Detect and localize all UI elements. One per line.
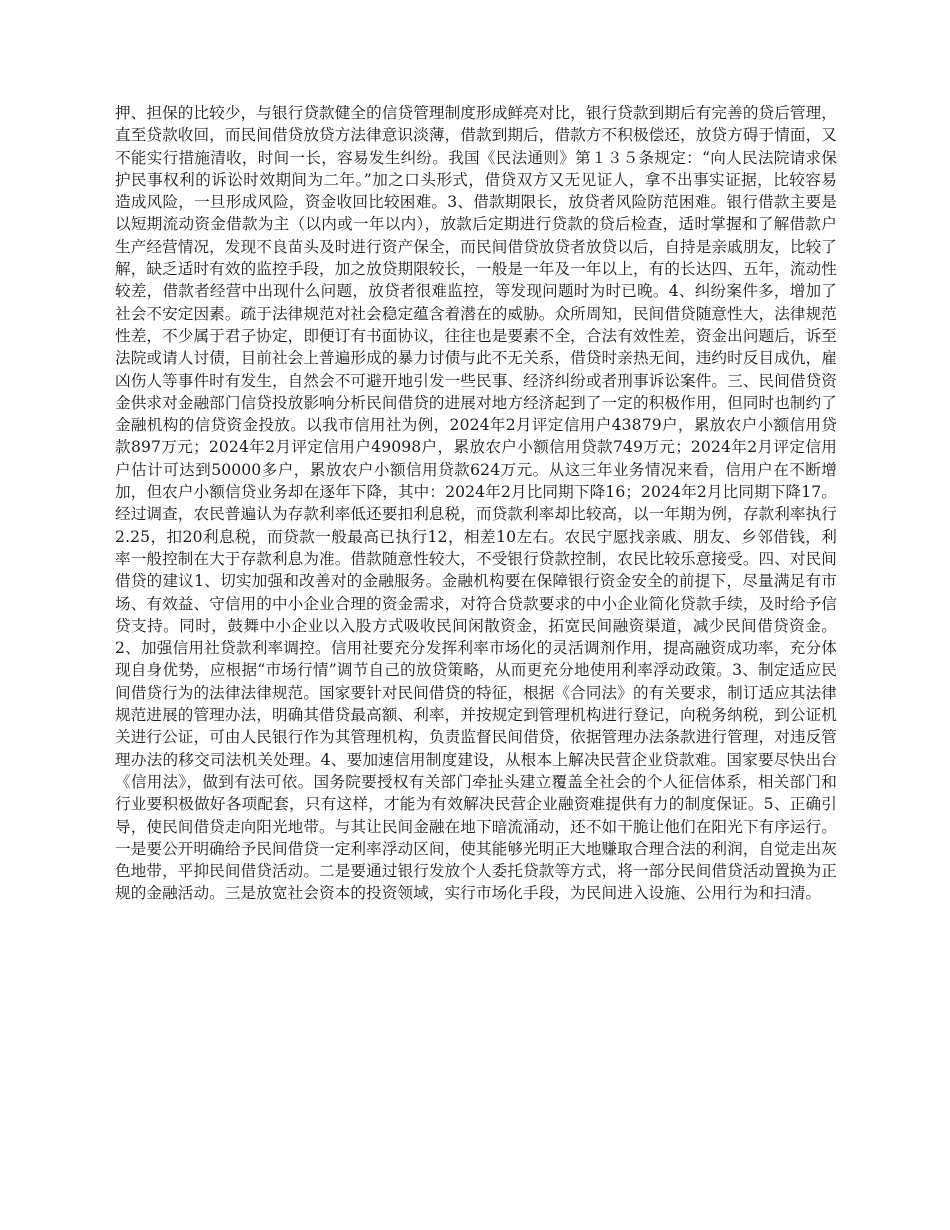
body-paragraph: 押、担保的比较少，与银行贷款健全的信贷管理制度形成鲜亮对比，银行贷款到期后有完善的贷后管理，直至贷款收回，而民间借贷放贷方法律意识淡薄，借款到期后，借款方不积极偿还，放贷方碍于情面，又不能实行措施清收，时间一长，容易发生纠纷。我国《民法通则》第１３５条规定：“向人民法院请求保护民事权利的诉讼时效期间为二年。”加之口头形式，借贷双方又无见证人，拿不出事实证据，比较容易造成风险，一旦形成风险，资金收回比较困难。3、借款期限长，放贷者风险防范困难。银行借款主要是以短期流动资金借款为主（以内或一年以内），放款后定期进行贷款的贷后检查，适时掌握和了解借款户生产经营情况，发现不良苗头及时进行资产保全，而民间借贷放贷者放贷以后，自持是亲戚朋友，比较了解，缺乏适时有效的监控手段，加之放贷期限较长，一般是一年及一年以上，有的长达四、五年，流动性较差，借款者经营中出现什么问题，放贷者很难监控，等发现问题时为时已晚。4、纠纷案件多，增加了社会不安定因素。疏于法律规范对社会稳定蕴含着潜在的威胁。众所周知，民间借贷随意性大，法律规范性差，不少属于君子协定，即便订有书面协议，往往也是要素不全，合法有效性差，资金出问题后，诉至法院或请人讨债，目前社会上普遍形成的暴力讨债与此不无关系，借贷时亲热无间，违约时反目成仇，雇凶伤人等事件时有发生，自然会不可避开地引发一些民事、经济纠纷或者刑事诉讼案件。三、民间借贷资金供求对金融部门信贷投放影响分析民间借贷的进展对地方经济起到了一定的积极作用，但同时也制约了金融机构的信贷资金投放。以我市信用社为例，2024年2月评定信用户43879户，累放农户小额信用贷款897万元；2024年2月评定信用户49098户，累放农户小额信用贷款749万元；2024年2月评定信用户估计可达到50000多户，累放农户小额信用贷款624万元。从这三年业务情况来看，信用户在不断增加，但农户小额信贷业务却在逐年下降，其中：2024年2月比同期下降16；2024年2月比同期下降17。经过调查，农民普遍认为存款利率低还要扣利息税，而贷款利率却比较高，以一年期为例，存款利率执行2.25，扣20利息税，而贷款一般最高已执行12，相差10左右。农民宁愿找亲戚、朋友、乡邻借钱，利率一般控制在大于存款利息为准。借款随意性较大，不受银行贷款控制，农民比较乐意接受。四、对民间借贷的建议1、切实加强和改善对的金融服务。金融机构要在保障银行资金安全的前提下，尽量满足有市场、有效益、守信用的中小企业合理的资金需求，对符合贷款要求的中小企业简化贷款手续，及时给予信贷支持。同时，鼓舞中小企业以入股方式吸收民间闲散资金，拓宽民间融资渠道，减少民间借贷资金。2、加强信用社贷款利率调控。信用社要充分发挥利率市场化的灵活调剂作用，提高融资成功率，充分体现自身优势，应根据“市场行情”调节自己的放贷策略，从而更充分地使用利率浮动政策。3、制定适应民间借贷行为的法律法律规范。国家要针对民间借贷的特征，根据《合同法》的有关要求，制订适应其法律规范进展的管理办法，明确其借贷最高额、利率，并按规定到管理机构进行登记，向税务纳税，到公证机关进行公证，可由人民银行作为其管理机构，负责监督民间借贷，依据管理办法条款进行管理，对违反管理办法的移交司法机关处理。4、要加速信用制度建设，从根本上解决民营企业贷款难。国家要尽快出台《信用法》，做到有法可依。国务院要授权有关部门牵扯头建立覆盖全社会的个人征信体系，相关部门和行业要积极做好各项配套，只有这样，才能为有效解决民营企业融资难提供有力的制度保证。5、正确引导，使民间借贷走向阳光地带。与其让民间金融在地下暗流涌动，还不如干脆让他们在阳光下有序运行。一是要公开明确给予民间借贷一定利率浮动区间，使其能够光明正大地赚取合理合法的利润，自觉走出灰色地带，平抑民间借贷活动。二是要通过银行发放个人委托贷款等方式，将一部分民间借贷活动置换为正规的金融活动。三是放宽社会资本的投资领域，实行市场化手段，为民间进入设施、公用行为和扫清。 <box>115 104 837 903</box>
